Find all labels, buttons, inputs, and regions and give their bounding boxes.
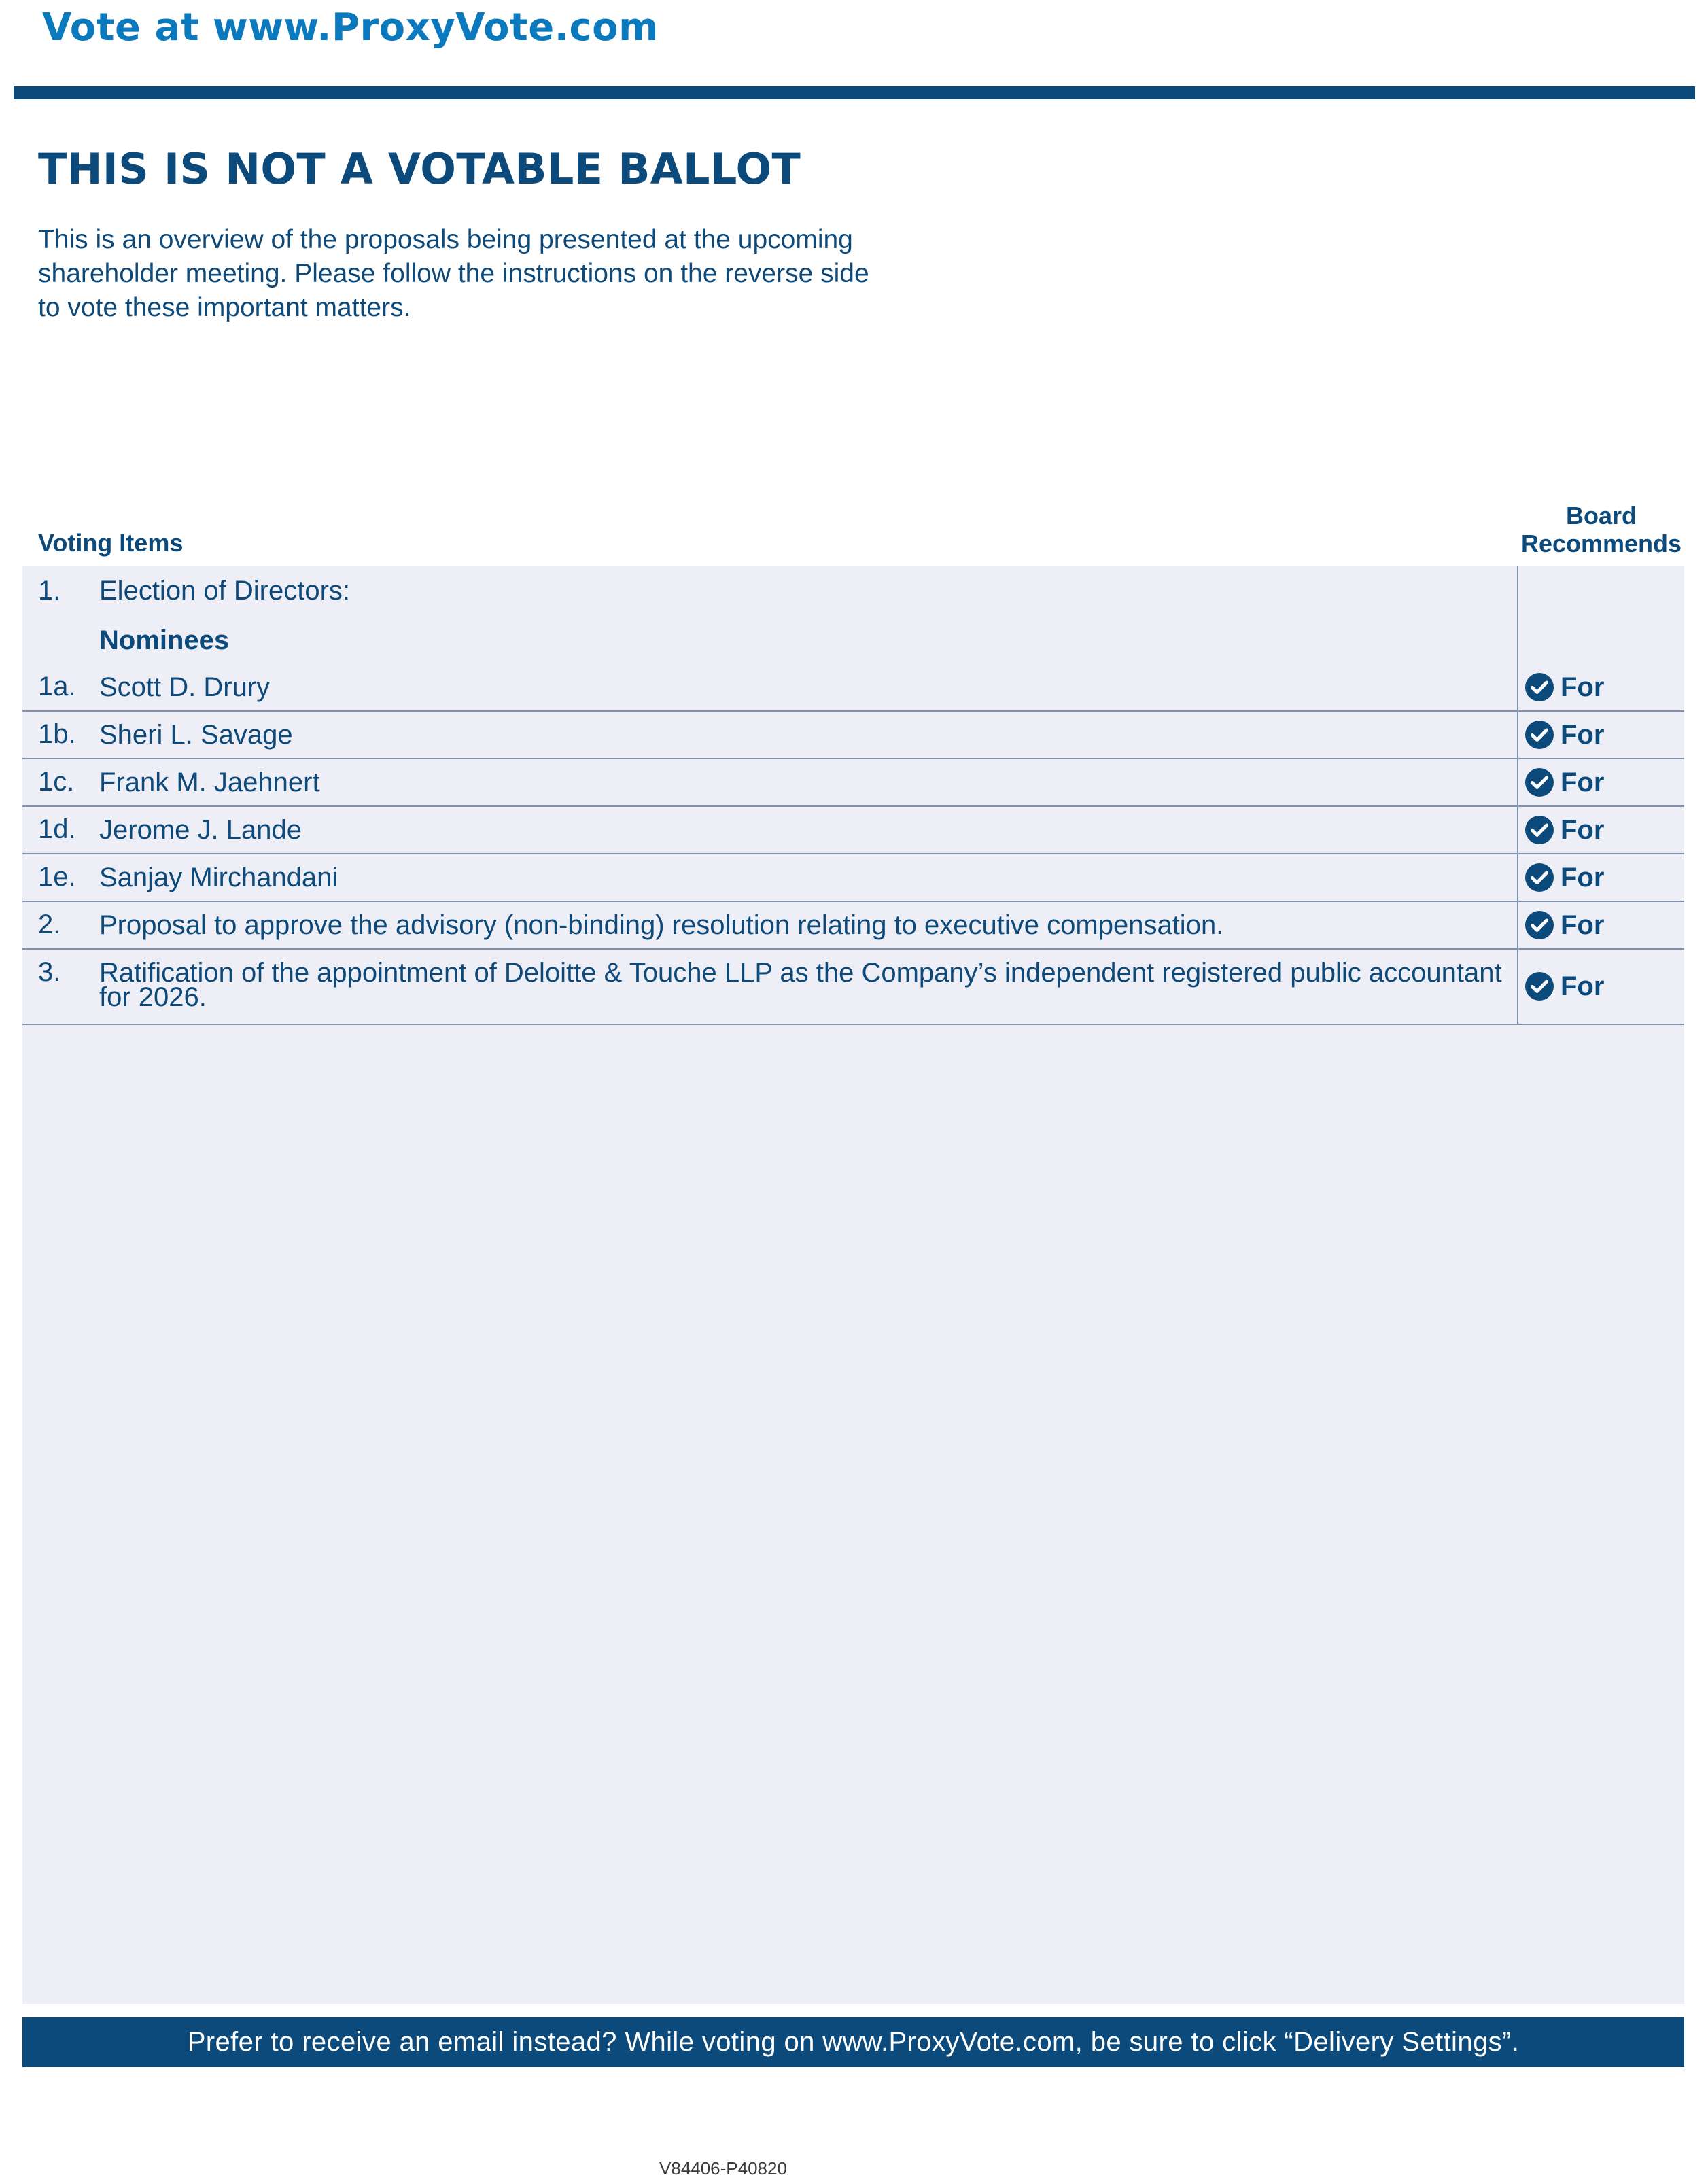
ballot-intro: This is an overview of the proposals being presented at the upcoming shareholder meeting. Please follow the instructions on the reverse side to vote these important matters. — [38, 225, 869, 322]
table-row — [22, 759, 1684, 807]
document-code: V84406-P40820 — [659, 2158, 787, 2179]
check-circle-icon — [1524, 767, 1554, 797]
table-row — [22, 854, 1684, 902]
banner-text: Prefer to receive an email instead? While voting on www.ProxyVote.com, be sure to click “Delivery Settings”. — [187, 2027, 1520, 2057]
item-text: Frank M. Jaehnert — [99, 767, 320, 797]
board-recommendation — [1524, 767, 1626, 798]
board-recommendation — [1524, 971, 1626, 1002]
board-recommends-heading: Board Recommends — [1520, 502, 1682, 557]
check-circle-icon — [1524, 910, 1554, 940]
item-number: 2. — [38, 909, 61, 939]
board-recommendation — [1524, 719, 1626, 750]
board-recommendation — [1524, 814, 1626, 846]
recommendation-label: For — [1561, 909, 1605, 940]
recommendation-label: For — [1561, 862, 1605, 892]
recommendation-label: For — [1561, 767, 1605, 797]
item-number: 3. — [38, 957, 61, 987]
table-row — [22, 712, 1684, 759]
item-text: Jerome J. Lande — [99, 815, 302, 845]
board-recommendation — [1524, 672, 1626, 703]
item-number: 1b. — [38, 719, 76, 749]
item-text: Sheri L. Savage — [99, 720, 293, 750]
voting-items-heading: Voting Items — [38, 529, 184, 557]
nominees-subheading: Nominees — [99, 625, 230, 655]
recommendation-label: For — [1561, 814, 1605, 845]
item-number: 1d. — [38, 814, 76, 844]
item-number: 1a. — [38, 672, 76, 701]
check-circle-icon — [1524, 971, 1554, 1001]
email-delivery-banner — [22, 2017, 1684, 2067]
election-number: 1. — [38, 576, 61, 606]
election-heading: Election of Directors: — [99, 576, 351, 606]
check-circle-icon — [1524, 672, 1554, 702]
header-rule — [14, 86, 1695, 99]
recommendation-label: For — [1561, 719, 1605, 750]
table-row — [22, 669, 1684, 712]
header-title[interactable]: Vote at www.ProxyVote.com — [42, 5, 659, 50]
board-recommendation — [1524, 862, 1626, 893]
recommendation-label: For — [1561, 971, 1605, 1001]
board-recommendation — [1524, 909, 1626, 941]
recommendation-label: For — [1561, 672, 1605, 702]
table-row — [22, 807, 1684, 854]
item-text: Scott D. Drury — [99, 672, 271, 702]
item-text: Proposal to approve the advisory (non-binding) resolution relating to executive compensation. — [99, 910, 1224, 940]
table-row — [22, 950, 1684, 1025]
item-number: 1e. — [38, 862, 76, 892]
table-row — [22, 902, 1684, 950]
check-circle-icon — [1524, 863, 1554, 892]
check-circle-icon — [1524, 720, 1554, 750]
ballot-title: THIS IS NOT A VOTABLE BALLOT — [38, 144, 801, 194]
item-text: Sanjay Mirchandani — [99, 863, 338, 892]
check-circle-icon — [1524, 815, 1554, 845]
item-number: 1c. — [38, 767, 75, 797]
item-text: Ratification of the appointment of Deloitte & Touche LLP as the Company’s independent registered public accountant for 2026. — [99, 958, 1502, 1012]
